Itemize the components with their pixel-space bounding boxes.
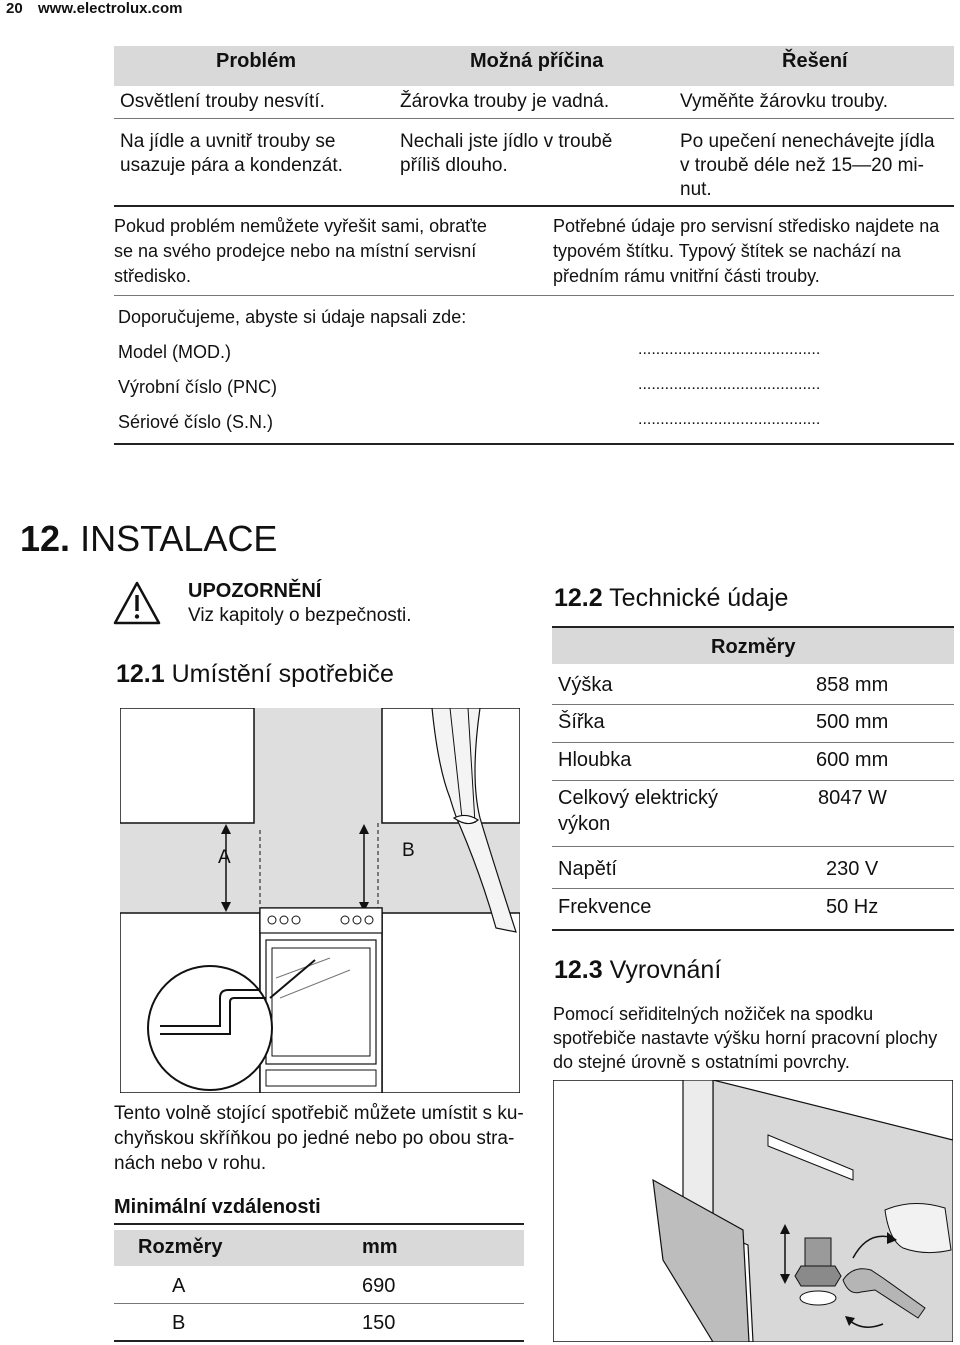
- min-distances-title: Minimální vzdálenosti: [114, 1196, 321, 1218]
- row-divider: [114, 118, 954, 119]
- table-bottom-rule: [114, 1340, 524, 1342]
- tech-row-label: Napětí: [558, 858, 617, 880]
- leveling-number: 12.3: [554, 956, 603, 984]
- solution-cell-line: Po upečení nenechávejte jídla: [680, 131, 935, 152]
- tech-row-label: Šířka: [558, 711, 605, 733]
- column-header-cause: Možná příčina: [470, 50, 604, 72]
- model-dots: .........................................: [638, 341, 821, 358]
- tech-row-label: Hloubka: [558, 749, 632, 771]
- tech-row-label: Celkový elektrický: [558, 787, 719, 809]
- serial-dots: .........................................: [638, 411, 821, 428]
- divider: [114, 295, 954, 296]
- min-row-label: A: [172, 1275, 186, 1297]
- dimension-label-b: B: [402, 840, 415, 861]
- solution-cell-line: nut.: [680, 179, 712, 200]
- section-title: [20, 518, 277, 560]
- site-url: www.electrolux.com: [38, 0, 183, 17]
- dimension-label-a: A: [218, 847, 231, 868]
- tech-row-value: 500 mm: [816, 711, 889, 733]
- pnc-dots: .........................................: [638, 376, 821, 393]
- title-rule: [114, 1223, 524, 1225]
- placement-title: Umístění spotřebiče: [171, 660, 394, 688]
- tech-row-value: 858 mm: [816, 674, 889, 696]
- placement-text-line: nách nebo v rohu.: [114, 1153, 267, 1174]
- placement-number: 12.1: [116, 660, 165, 688]
- leveling-text-line: Pomocí seřiditelných nožiček na spodku: [553, 1004, 874, 1024]
- warning-text: Viz kapitoly o bezpečnosti.: [188, 605, 412, 626]
- recommend-text: Doporučujeme, abyste si údaje napsali zde:: [118, 307, 467, 327]
- tech-number: 12.2: [554, 584, 603, 612]
- pnc-label: Výrobní číslo (PNC): [118, 377, 278, 397]
- leveling-title: Vyrovnání: [609, 956, 722, 984]
- warning-icon: [112, 580, 162, 626]
- tech-title: Technické údaje: [609, 584, 789, 612]
- problem-cell: Osvětlení trouby nesvítí.: [120, 91, 325, 112]
- service-left-line: Pokud problém nemůžete vyřešit sami, obraťte: [114, 216, 487, 236]
- tech-heading: [554, 584, 788, 613]
- column-header-problem: Problém: [216, 50, 297, 72]
- solution-cell: Vyměňte žárovku trouby.: [680, 91, 889, 112]
- min-col-header: Rozměry: [138, 1236, 223, 1258]
- service-right-line: Potřebné údaje pro servisní středisko najdete na: [553, 216, 940, 236]
- section-number: 12.: [20, 518, 71, 559]
- service-right-line: předním rámu vnitřní části trouby.: [553, 266, 820, 286]
- problem-cell-line: Na jídle a uvnitř trouby se: [120, 131, 336, 152]
- min-row-value: 690: [362, 1275, 396, 1297]
- cause-cell-line: Nechali jste jídlo v troubě: [400, 131, 613, 152]
- placement-illustration: [120, 708, 520, 1093]
- leveling-text-line: do stejné úrovně s ostatními povrchy.: [553, 1052, 850, 1072]
- placement-heading: [116, 660, 394, 689]
- table-bottom-rule: [114, 443, 954, 445]
- tech-row-label: výkon: [558, 813, 611, 835]
- cause-cell-line: příliš dlouho.: [400, 155, 508, 176]
- section-name: INSTALACE: [80, 518, 278, 559]
- problem-cell-line: usazuje pára a kondenzát.: [120, 155, 343, 176]
- min-row-label: B: [172, 1312, 186, 1334]
- tech-row-value: 8047 W: [818, 787, 887, 809]
- placement-text-line: Tento volně stojící spotřebič můžete umístit s ku-: [114, 1103, 524, 1124]
- warning-title: UPOZORNĚNÍ: [188, 580, 322, 602]
- tech-row-label: Frekvence: [558, 896, 652, 918]
- row-divider: [552, 846, 954, 847]
- row-divider: [114, 1303, 524, 1304]
- service-left-line: se na svého prodejce nebo na místní servisní: [114, 241, 477, 261]
- row-divider: [552, 742, 954, 743]
- min-col-header: mm: [362, 1236, 398, 1258]
- service-left-line: středisko.: [114, 266, 192, 286]
- table-bottom-rule: [114, 205, 954, 207]
- leveling-text-line: spotřebiče nastavte výšku horní pracovní plochy: [553, 1028, 938, 1048]
- tech-row-value: 230 V: [826, 858, 879, 880]
- leveling-illustration: [553, 1080, 953, 1342]
- tech-row-value: 600 mm: [816, 749, 889, 771]
- row-divider: [552, 780, 954, 781]
- solution-cell-line: v troubě déle než 15—20 mi-: [680, 155, 924, 176]
- placement-text-line: chyňskou skříňkou po jedné nebo po obou stra-: [114, 1128, 515, 1149]
- row-divider: [552, 888, 954, 889]
- tech-col-header: Rozměry: [711, 636, 796, 658]
- column-header-solution: Řešení: [782, 50, 848, 72]
- row-divider: [552, 704, 954, 705]
- service-right-line: typovém štítku. Typový štítek se nachází na: [553, 241, 901, 261]
- tech-row-value: 50 Hz: [826, 896, 879, 918]
- table-bottom-rule: [552, 929, 954, 931]
- serial-label: Sériové číslo (S.N.): [118, 412, 274, 432]
- page-number: 20: [6, 0, 23, 17]
- tech-row-label: Výška: [558, 674, 613, 696]
- model-label: Model (MOD.): [118, 342, 232, 362]
- leveling-heading: [554, 956, 721, 985]
- min-row-value: 150: [362, 1312, 396, 1334]
- cause-cell: Žárovka trouby je vadná.: [400, 91, 610, 112]
